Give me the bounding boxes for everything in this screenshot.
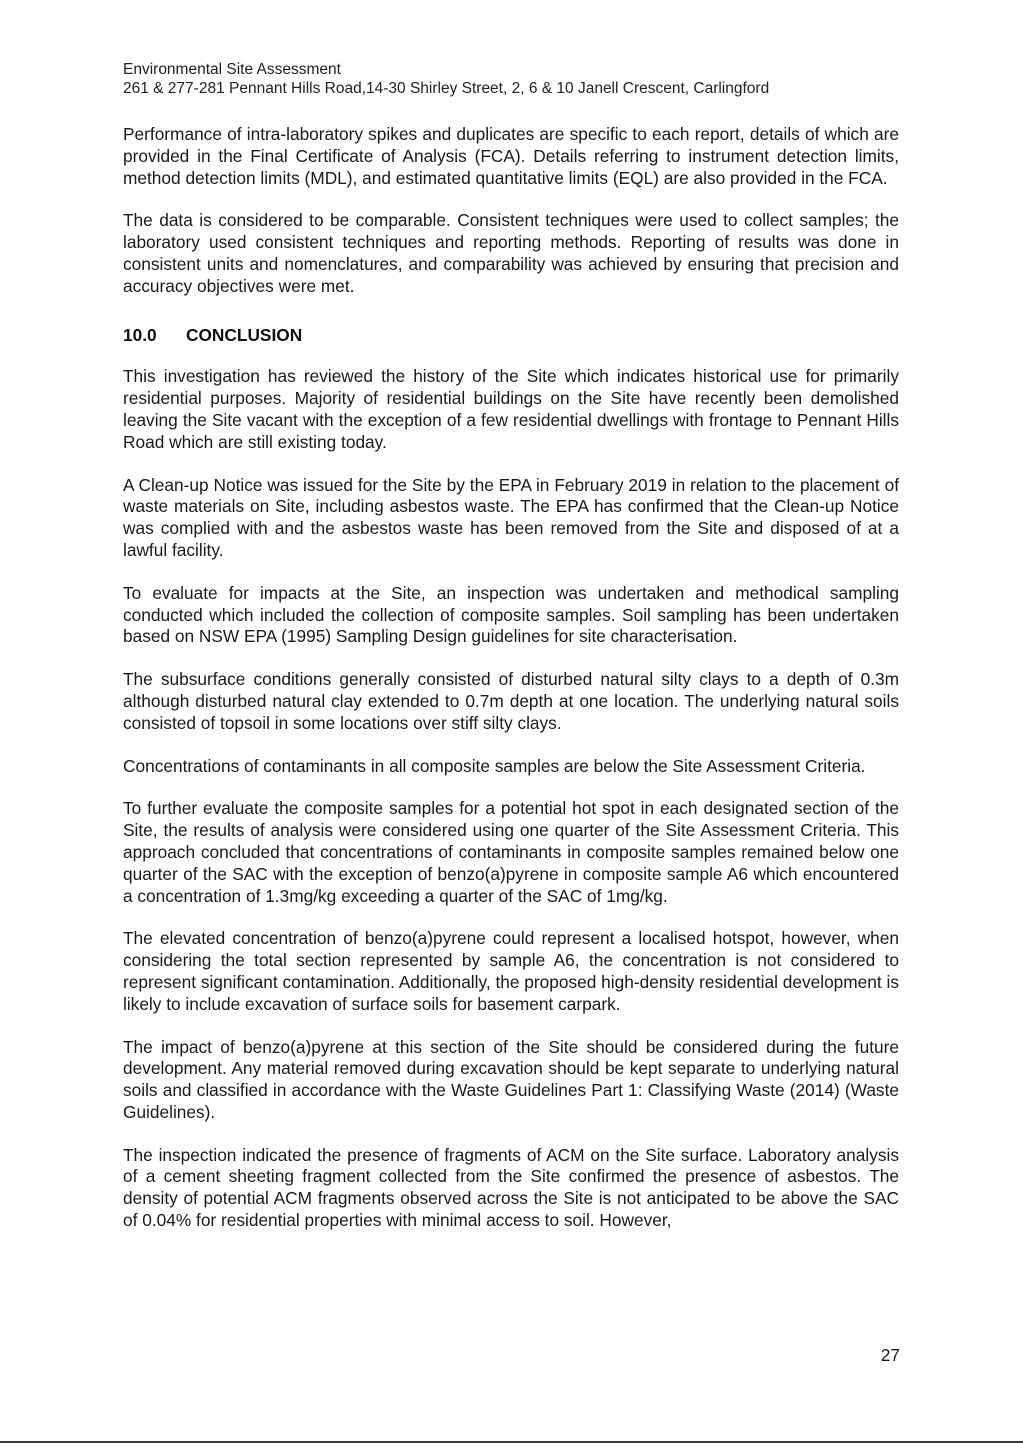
body-content [123, 124, 899, 1253]
running-header [123, 60, 903, 98]
paragraph-concentrations: Concentrations of contaminants in all composite samples are below the Site Assessment Criteria. [123, 755, 866, 776]
paragraph-qa-performance: Performance of intra-laboratory spikes and duplicates are specific to each report, details of which are provided in the Final Certificate of Analysis (FCA). Details referring to instrument detection limits, method detection limits (MDL), and estimated quantitative limits (EQL) are also provided in the FCA. [123, 124, 899, 188]
header-site-address: 261 & 277-281 Pennant Hills Road,14-30 Shirley Street, 2, 6 & 10 Janell Crescent, Carlingford [123, 80, 770, 97]
header-report-title: Environmental Site Assessment [123, 61, 341, 78]
paragraph-subsurface: The subsurface conditions generally consisted of disturbed natural silty clays to a depth of 0.3m although disturbed natural clay extended to 0.7m depth at one location. The underlying natural soils consisted of topsoil in some locations over stiff silty clays. [123, 669, 899, 733]
paragraph-acm-inspection: The inspection indicated the presence of fragments of ACM on the Site surface. Laboratory analysis of a cement sheeting fragment collected from the Site confirmed the presence of asbestos. The density of potential ACM fragments observed across the Site is not anticipated to be above the SAC of 0.04% for residential properties with minimal access to soil. However, [123, 1144, 899, 1231]
paragraph-site-history: This investigation has reviewed the history of the Site which indicates historical use for primarily residential purposes. Majority of residential buildings on the Site have recently been demolished leaving the Site vacant with the exception of a few residential dwellings with frontage to Pennant Hills Road which are still existing today. [123, 366, 899, 452]
paragraph-clean-up-notice: A Clean-up Notice was issued for the Site by the EPA in February 2019 in relation to the placement of waste materials on Site, including asbestos waste. The EPA has confirmed that the Clean-up Notice was complied with and the asbestos waste has been removed from the Site and disposed of at a lawful facility. [123, 474, 899, 560]
paragraph-benzo-hotspot: The elevated concentration of benzo(a)pyrene could represent a localised hotspot, however, when considering the total section represented by sample A6, the concentration is not considered to represent significant contamination. Additionally, the proposed high-density residential development is likely to include excavation of surface soils for basement carpark. [123, 928, 899, 1014]
paragraph-hot-spot: To further evaluate the composite samples for a potential hot spot in each designated section of the Site, the results of analysis were considered using one quarter of the Site Assessment Criteria. This approach concluded that concentrations of contaminants in composite samples remained below one quarter of the SAC with the exception of benzo(a)pyrene in composite sample A6 which encountered a concentration of 1.3mg/kg exceeding a quarter of the SAC of 1mg/kg. [123, 798, 899, 906]
paragraph-benzo-impact: The impact of benzo(a)pyrene at this section of the Site should be considered during the future development. Any material removed during excavation should be kept separate to underlying natural soils and classified in accordance with the Waste Guidelines Part 1: Classifying Waste (2014) (Waste Guidelines). [123, 1036, 899, 1122]
section-heading [123, 325, 899, 347]
page-number: 27 [880, 1345, 900, 1365]
paragraph-comparability: The data is considered to be comparable. Consistent techniques were used to collect samples; the laboratory used consistent techniques and reporting methods. Reporting of results was done in consistent units and nomenclatures, and comparability was achieved by ensuring that precision and accuracy objectives were met. [123, 210, 899, 296]
section-number: 10.0 [123, 324, 157, 345]
page-bottom-rule [0, 1441, 1023, 1443]
section-title: CONCLUSION [186, 324, 303, 345]
paragraph-sampling: To evaluate for impacts at the Site, an inspection was undertaken and methodical sampling conducted which included the collection of composite samples. Soil sampling has been undertaken based on NSW EPA (1995) Sampling Design guidelines for site characterisation. [123, 582, 899, 647]
